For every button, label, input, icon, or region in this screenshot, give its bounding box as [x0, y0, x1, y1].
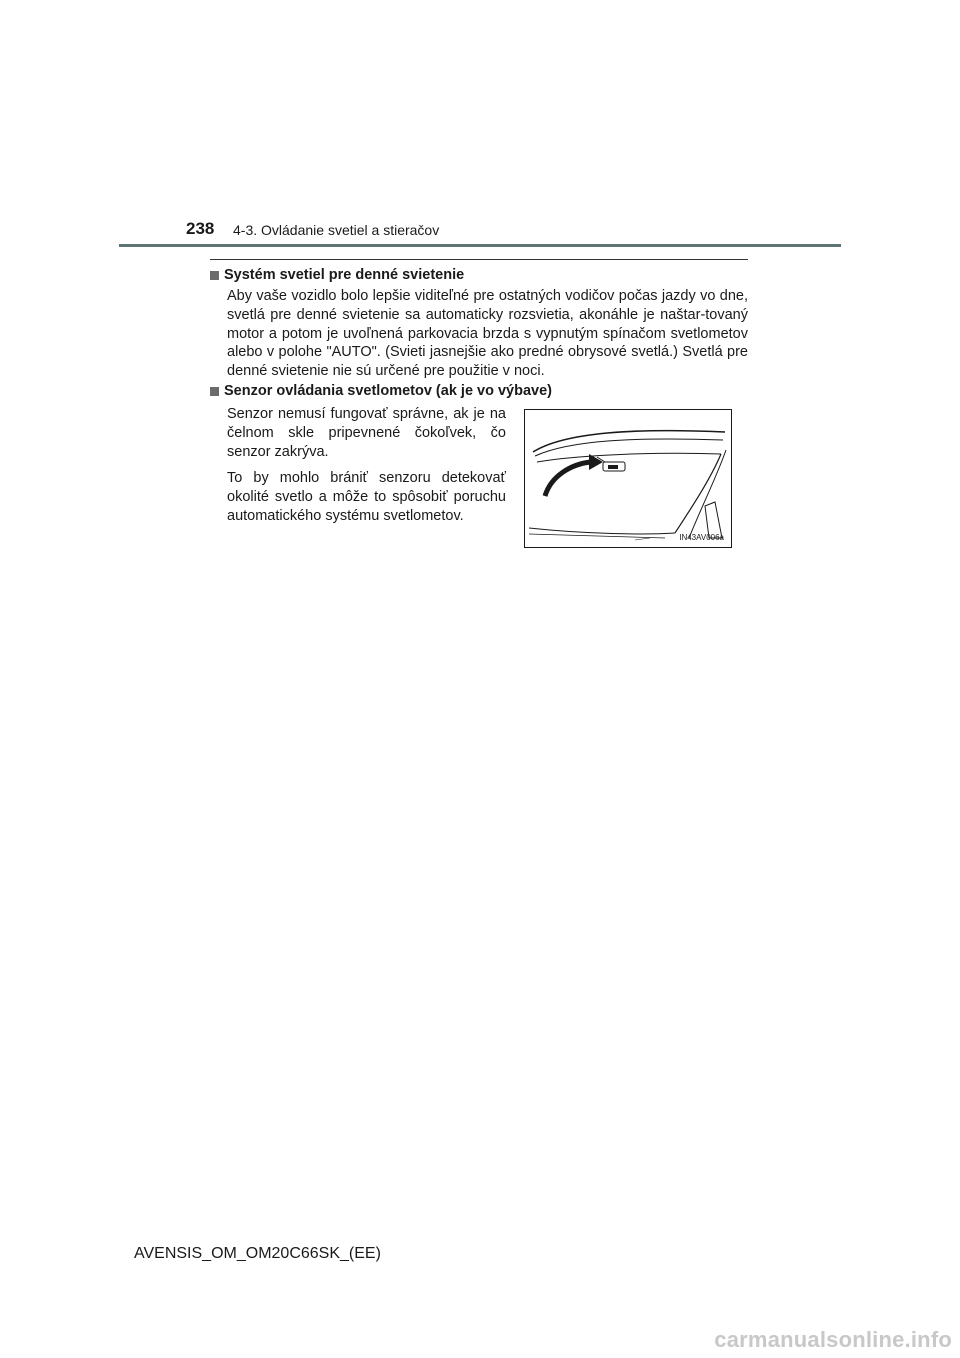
square-bullet-icon — [210, 387, 219, 396]
daytime-lights-section — [210, 266, 748, 381]
footer-model-code: AVENSIS_OM_OM20C66SK_(EE) — [134, 1245, 381, 1262]
heading-text: Systém svetiel pre denné svietenie — [224, 267, 465, 283]
section-title: 4-3. Ovládanie svetiel a stieračov — [233, 222, 440, 238]
figure-code: IN43AV006a — [679, 533, 724, 542]
daytime-lights-heading — [210, 266, 748, 284]
daytime-lights-body: Aby vaše vozidlo bolo lepšie viditeľné pre ostatných vodičov počas jazdy vo dne, svetlá pre denné svietenie sa automaticky rozsvietia, akonáhle je naštar-tovaný motor a potom je uvoľnená parkovacia brzda s vypnutým spínačom svetlometov alebo v polohe "AUTO". (Svieti jasnejšie ako predné obrysové svetlá.) Svetlá pre denné svietenie nie sú určené pre použitie v noci. — [227, 288, 748, 380]
sensor-paragraph-1: Senzor nemusí fungovať správne, ak je na čelnom skle pripevnené čokoľvek, čo senzor zakrýva. — [227, 406, 506, 460]
watermark[interactable]: carmanualsonline.info — [714, 1327, 952, 1352]
windshield-drawing — [525, 410, 731, 547]
sensor-paragraph-2: To by mohlo brániť senzoru detekovať okolité svetlo a môže to spôsobiť poruchu automatického systému svetlometov. — [227, 470, 506, 524]
square-bullet-icon — [210, 271, 219, 280]
content-divider — [210, 259, 748, 260]
light-sensor-heading — [210, 382, 748, 400]
header-rule — [119, 244, 841, 247]
light-sensor-section — [210, 382, 748, 400]
windshield-sensor-illustration — [524, 409, 732, 548]
page-number: 238 — [186, 219, 215, 238]
heading-text: Senzor ovládania svetlometov (ak je vo výbave) — [224, 383, 552, 399]
light-sensor-text — [227, 405, 506, 534]
